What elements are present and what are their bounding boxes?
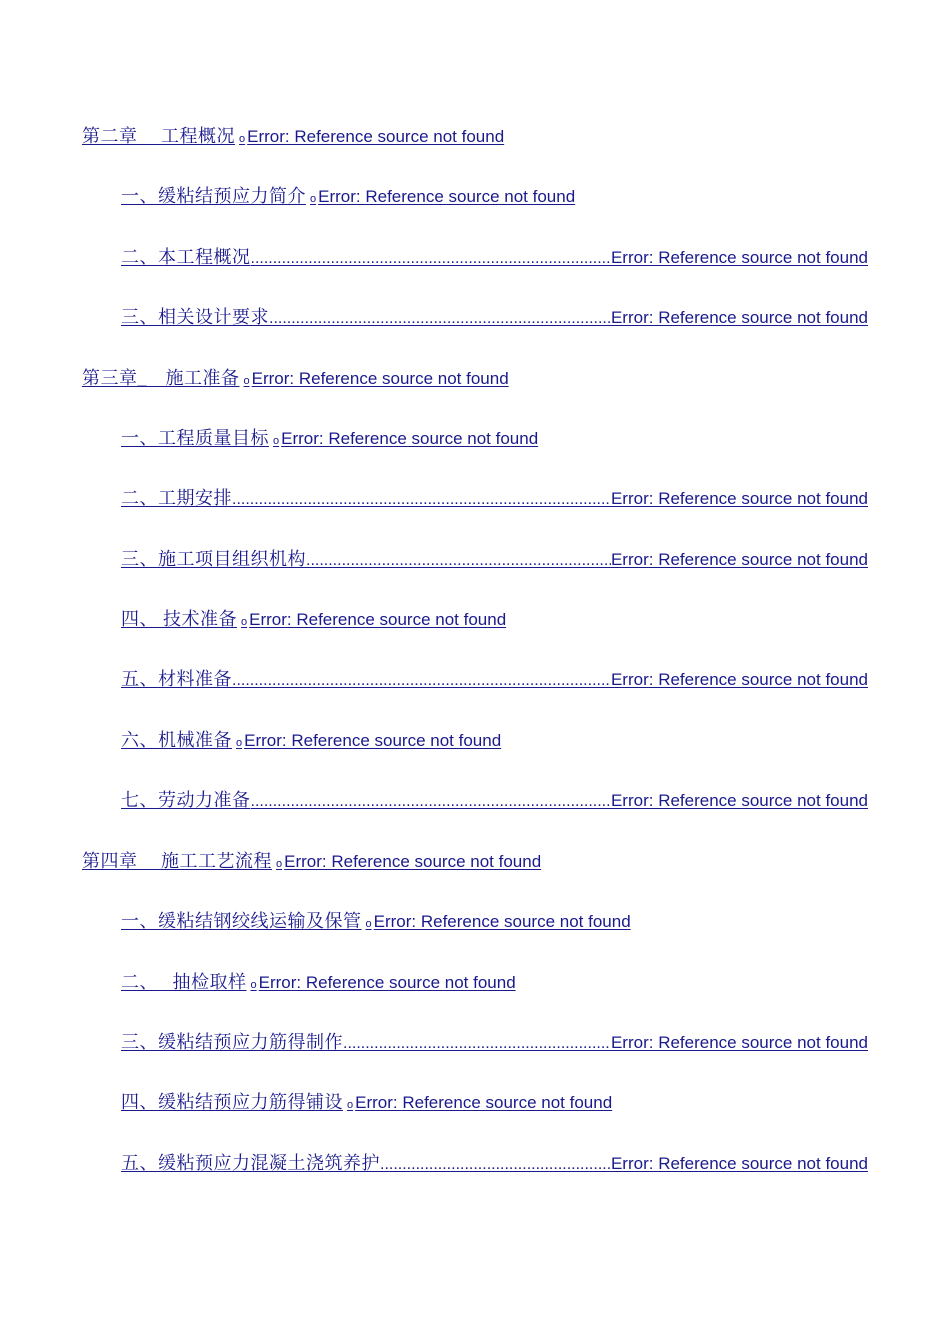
toc-entry-page-ref: Error: Reference source not found [610,248,868,267]
toc-entry-section[interactable] [121,1150,868,1176]
tab-marker: o [239,133,246,145]
toc-entry-title: 一、缓粘结预应力简介 [121,186,306,206]
toc-entry-page-ref: Error: Reference source not found [249,610,507,629]
toc-entry-page-ref: Error: Reference source not found [610,489,868,508]
toc-entry-page-ref: Error: Reference source not found [355,1093,613,1112]
toc-entry-page-ref: Error: Reference source not found [284,852,542,871]
toc-entry-title: 四、 技术准备 [121,609,237,629]
tab-marker: o [365,918,372,930]
toc-entry-chapter-4[interactable] [82,848,541,874]
toc-entry-page-ref: Error: Reference source not found [281,429,539,448]
toc-entry-page-ref: Error: Reference source not found [258,973,516,992]
dot-leader [251,789,611,815]
toc-entry-page-ref: Error: Reference source not found [251,369,509,388]
toc-entry-chapter-3[interactable] [82,365,509,391]
toc-entry-section[interactable] [121,969,516,995]
toc-entry-section[interactable] [121,727,501,753]
toc-entry-page-ref: Error: Reference source not found [247,127,505,146]
dot-leader [269,306,611,332]
toc-entry-title: 二、工期安排 [121,488,232,508]
dot-leader [380,1152,611,1178]
toc-entry-section[interactable] [121,485,868,511]
toc-entry-title: 三、缓粘结预应力筋得制作 [121,1032,343,1052]
toc-entry-section[interactable] [121,908,631,934]
tab-marker: o [250,979,257,991]
toc-entry-page-ref: Error: Reference source not found [610,308,868,327]
dot-leader [251,246,611,272]
tab-marker: o [236,737,243,749]
toc-entry-title: 四、缓粘结预应力筋得铺设 [121,1092,343,1112]
toc-entry-title: 五、缓粘预应力混凝土浇筑养护 [121,1153,380,1173]
toc-entry-section[interactable] [121,425,538,451]
toc-entry-title: 五、材料准备 [121,669,232,689]
toc-entry-title: 六、机械准备 [121,730,232,750]
toc-entry-page-ref: Error: Reference source not found [318,187,576,206]
tab-marker: o [243,375,250,387]
toc-entry-section[interactable] [121,606,506,632]
toc-entry-page-ref: Error: Reference source not found [244,731,502,750]
toc-entry-section[interactable] [121,183,575,209]
dot-leader [232,668,611,694]
toc-entry-section[interactable] [121,244,868,270]
toc-entry-page-ref: Error: Reference source not found [610,1033,868,1052]
dot-leader [343,1031,611,1057]
toc-entry-page-ref: Error: Reference source not found [610,670,868,689]
toc-entry-title: 第二章 工程概况 [82,126,235,146]
toc-entry-title: 二、本工程概况 [121,247,251,267]
toc-entry-section[interactable] [121,787,868,813]
tab-marker: o [241,616,248,628]
toc-entry-section[interactable] [121,666,868,692]
toc-entry-page-ref: Error: Reference source not found [610,791,868,810]
toc-entry-title: 第三章_ 施工准备 [82,368,240,388]
tab-marker: o [276,858,283,870]
toc-entry-page-ref: Error: Reference source not found [373,912,631,931]
toc-entry-page-ref: Error: Reference source not found [610,550,868,569]
toc-entry-title: 三、相关设计要求 [121,307,269,327]
toc-entry-page-ref: Error: Reference source not found [610,1154,868,1173]
toc-entry-title: 第四章 施工工艺流程 [82,851,272,871]
toc-entry-section[interactable] [121,1029,868,1055]
toc-entry-section[interactable] [121,1089,612,1115]
toc-entry-title: 七、劳动力准备 [121,790,251,810]
tab-marker: o [310,193,317,205]
toc-entry-title: 二、 抽检取样 [121,972,247,992]
dot-leader [232,487,611,513]
toc-entry-section[interactable] [121,304,868,330]
toc-entry-title: 一、缓粘结钢绞线运输及保管 [121,911,362,931]
toc-entry-chapter-2[interactable] [82,123,504,149]
dot-leader [306,548,611,574]
toc-entry-title: 一、工程质量目标 [121,428,269,448]
toc-entry-title: 三、施工项目组织机构 [121,549,306,569]
tab-marker: o [273,435,280,447]
tab-marker: o [347,1099,354,1111]
toc-entry-section[interactable] [121,546,868,572]
